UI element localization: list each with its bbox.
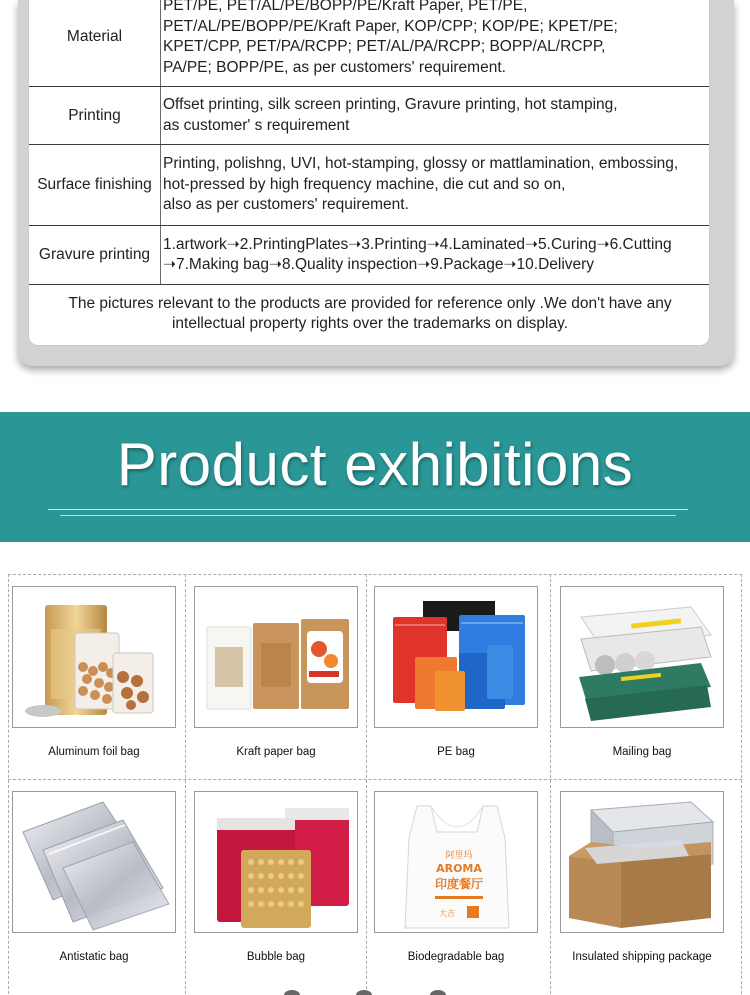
disclaimer-line: The pictures relevant to the products are provided for reference only .We don't have any [68, 294, 672, 312]
insulated-package-icon [561, 792, 724, 933]
product-kraft-paper-bag[interactable] [194, 586, 366, 776]
antistatic-bag-icon [13, 792, 176, 933]
grid-divider [8, 574, 9, 994]
spec-label-gravure-printing: Gravure printing [38, 246, 151, 263]
product-grid [0, 542, 750, 995]
column-divider [160, 87, 161, 144]
product-image-frame [12, 586, 176, 728]
product-caption: Aluminum foil bag [48, 746, 140, 758]
bag-brand: AROMA [436, 862, 482, 875]
product-aluminum-foil-bag[interactable] [12, 586, 184, 776]
product-caption: Kraft paper bag [236, 746, 316, 758]
product-biodegradable-bag[interactable] [374, 791, 546, 981]
spec-value-surface-finishing [163, 145, 705, 225]
printing-line: as customer' s requirement [163, 116, 350, 134]
mailing-bag-icon [561, 587, 724, 728]
product-caption: Insulated shipping package [572, 951, 712, 963]
section-banner [0, 412, 750, 542]
product-image-frame [374, 586, 538, 728]
spec-value-printing [163, 87, 705, 144]
spec-label-material: Material [66, 28, 123, 45]
bubble-bag-icon [195, 792, 358, 933]
gravure-line: 1.artwork➝2.PrintingPlates➝3.Printing➝4.Laminated➝5.Curing➝6.Cutting [163, 235, 672, 253]
printing-line: Offset printing, silk screen printing, Gravure printing, hot stamping, [163, 96, 618, 113]
product-pe-bag[interactable] [374, 586, 546, 776]
product-image-frame [560, 791, 724, 933]
banner-underline [48, 509, 688, 510]
pe-bag-icon [375, 587, 538, 728]
spec-row-gravure-printing [29, 226, 710, 285]
product-insulated-shipping-package[interactable] [560, 791, 732, 981]
spec-row-material [29, 0, 710, 87]
spec-value-gravure-printing [163, 226, 705, 284]
surface-line: hot-pressed by high frequency machine, die cut and so on, [163, 175, 566, 193]
bag-sub-cn: 印度餐厅 [434, 877, 484, 891]
surface-line: also as per customers' requirement. [163, 196, 409, 214]
biodegradable-bag-icon [375, 792, 538, 933]
material-line: KPET/CPP, PET/PA/RCPP; PET/AL/PA/RCPP; BOPP/AL/RCPP, [163, 38, 606, 55]
grid-divider [8, 574, 742, 575]
disclaimer [29, 286, 710, 342]
banner-underline [60, 515, 676, 516]
surface-line: Printing, polishng, UVI, hot-stamping, glossy or mattlamination, embossing, [163, 155, 679, 173]
grid-divider [366, 574, 367, 994]
carousel-dot[interactable] [356, 990, 372, 995]
spec-row-printing [29, 87, 710, 145]
product-caption: Antistatic bag [59, 951, 129, 963]
product-image-frame [194, 586, 358, 728]
product-caption: Bubble bag [246, 951, 306, 963]
carousel-dot[interactable] [430, 990, 446, 995]
disclaimer-line: intellectual property rights over the trademarks on display. [171, 315, 568, 332]
aluminum-foil-bag-icon [13, 587, 176, 728]
product-image-frame [374, 791, 538, 933]
material-line: PA/PE; BOPP/PE, as per customers' requirement. [163, 58, 506, 76]
kraft-paper-bag-icon [195, 587, 358, 728]
product-image-frame [560, 586, 724, 728]
product-antistatic-bag[interactable] [12, 791, 184, 981]
product-image-frame [12, 791, 176, 933]
bag-brand-cn: 阿里玛 [445, 851, 473, 861]
spec-label-surface-finishing: Surface finishing [37, 176, 152, 193]
grid-divider [185, 574, 186, 994]
grid-divider [550, 574, 551, 994]
section-title: Product exhibitions [116, 431, 634, 498]
product-bubble-bag[interactable] [194, 791, 366, 981]
material-line: PET/AL/PE/BOPP/PE/Kraft Paper, KOP/CPP; KOP/PE; KPET/PE; [163, 17, 618, 35]
carousel-dots [0, 990, 750, 995]
bag-foot-cn: 大吉 [439, 909, 455, 918]
gravure-line: ➝7.Making bag➝8.Quality inspection➝9.Package➝10.Delivery [163, 256, 595, 273]
spec-row-surface-finishing [29, 145, 710, 226]
grid-divider [741, 574, 742, 994]
spec-value-material [163, 0, 705, 86]
spec-table [28, 0, 710, 346]
product-mailing-bag[interactable] [560, 586, 732, 776]
material-line: PET/PE, PET/AL/PE/BOPP/PE/Kraft Paper, PET/PE, [163, 0, 528, 14]
spec-label-printing: Printing [68, 106, 121, 124]
column-divider [160, 226, 161, 284]
column-divider [160, 145, 161, 225]
product-caption: Biodegradable bag [407, 951, 505, 963]
product-caption: PE bag [437, 746, 475, 758]
column-divider [160, 0, 161, 86]
product-image-frame [194, 791, 358, 933]
product-caption: Mailing bag [612, 746, 672, 758]
carousel-dot[interactable] [284, 990, 300, 995]
grid-divider [8, 779, 742, 780]
